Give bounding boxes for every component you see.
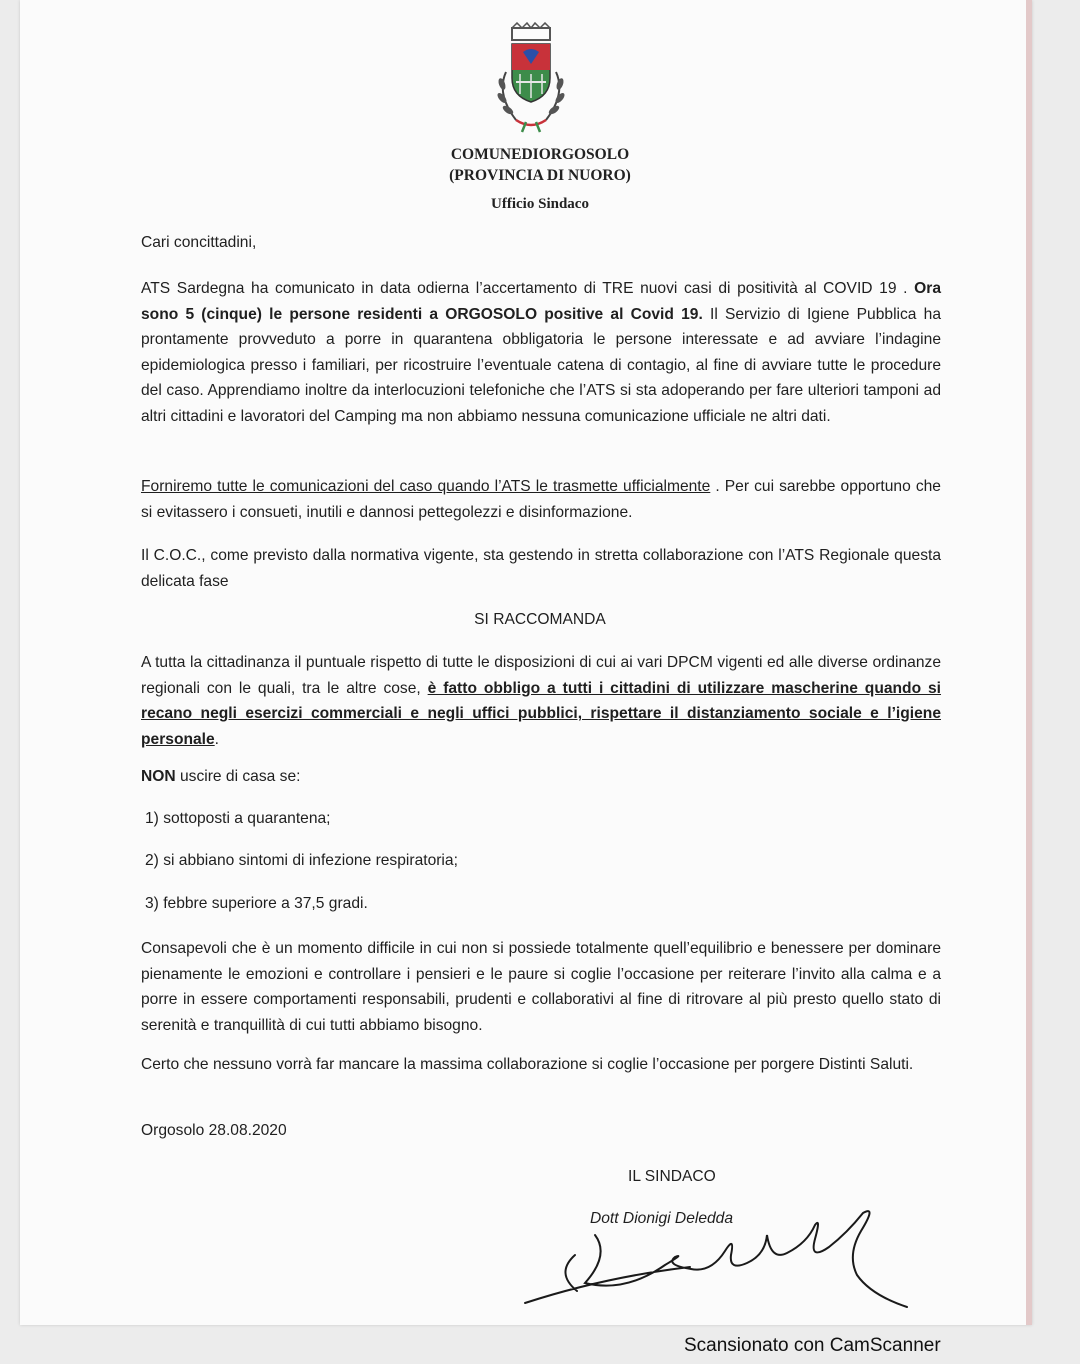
office-name: Ufficio Sindaco — [491, 196, 589, 212]
municipality-name: COMUNEDIORGOSOLO — [450, 146, 630, 163]
signature-icon — [515, 1195, 915, 1313]
paragraph-calm: Consapevoli che è un momento difficile in cui non si possiede totalmente quell’equilibrio e benessere per dominare pienamente le emozioni e controllare i pensieri e le paure si coglie l’occasione per reiterare l’invito alla calma e a porre in essere comportamenti responsabili, prudenti e collaborativi al fine di ritrovare al più presto quello stato di serenità e tranquillità di cui tutti abbiamo bisogno. — [141, 940, 941, 1034]
coat-of-arms-icon — [488, 22, 574, 134]
communications-underlined: Forniremo tutte le comunicazioni del caso quando l’ATS le trasmette ufficialmente — [141, 478, 711, 495]
announcement-intro: ATS Sardegna ha comunicato in data odierna l’accertamento di TRE nuovi casi di positività al COVID 19 . — [141, 280, 908, 297]
stay-home-non: NON — [141, 768, 176, 785]
paragraph-communications — [141, 474, 941, 525]
paragraph-announcement — [141, 276, 941, 429]
list-item-fever: 3) febbre superiore a 37,5 gradi. — [145, 895, 368, 912]
recommendation-heading: SI RACCOMANDA — [474, 611, 606, 628]
list-item-quarantine: 1) sottoposti a quarantena; — [145, 810, 331, 827]
signer-title: IL SINDACO — [628, 1168, 716, 1185]
province-name: (PROVINCIA DI NUORO) — [449, 167, 631, 184]
stay-home-line — [141, 764, 941, 790]
list-item-symptoms: 2) si abbiano sintomi di infezione respiratoria; — [145, 852, 458, 869]
announcement-count: Ora sono 5 (cinque) le persone residenti a ORGOSOLO positive al Covid 19. — [141, 280, 941, 323]
communications-rest: . Per cui sarebbe opportuno che si evitassero i consueti, inutili e dannosi pettegolezzi e disinformazione. — [141, 478, 941, 521]
signer-name: Dott Dionigi Deledda — [590, 1210, 734, 1227]
recommendation-intro: A tutta la cittadinanza il puntuale rispetto di tutte le disposizioni di cui ai vari DPCM vigenti ed alle diverse ordinanze regionali con le quali, tra le altre cose, — [141, 654, 941, 697]
scanner-watermark: Scansionato con CamScanner — [684, 1335, 941, 1356]
recommendation-end: . — [214, 730, 220, 748]
paragraph-coc: Il C.O.C., come previsto dalla normativa vigente, sta gestendo in stretta collaborazione con l’ATS Regionale questa delicata fase — [141, 547, 941, 590]
greeting: Cari concittadini, — [141, 234, 257, 251]
stay-home-rest: uscire di casa se: — [175, 768, 301, 785]
recommendation-obligations: è fatto obbligo a tutti i cittadini di utilizzare mascherine quando si recano negli esercizi commerciali e negli uffici pubblici, rispettare il distanziamento sociale e l’igiene personale — [141, 679, 942, 748]
date-line: Orgosolo 28.08.2020 — [141, 1122, 287, 1139]
paragraph-recommendation — [141, 650, 941, 752]
announcement-details: Il Servizio di Igiene Pubblica ha prontamente provveduto a porre in quarantena obbligatoria le persone interessate e ad avviare l’indagine epidemiologica presso i familiari, per ricostruire l’eventuale catena di contagio, al fine di avviare tutte le procedure del caso. Apprendiamo inoltre da interlocuzioni telefoniche che l’ATS si sta adoperando per fare ulteriori tamponi ad altri cittadini e lavoratori del Camping ma non abbiamo nessuna comunicazione ufficiale ne altri dati. — [141, 305, 942, 425]
paragraph-closing: Certo che nessuno vorrà far mancare la massima collaborazione si coglie l’occasione per porgere Distinti Saluti. — [141, 1056, 914, 1073]
